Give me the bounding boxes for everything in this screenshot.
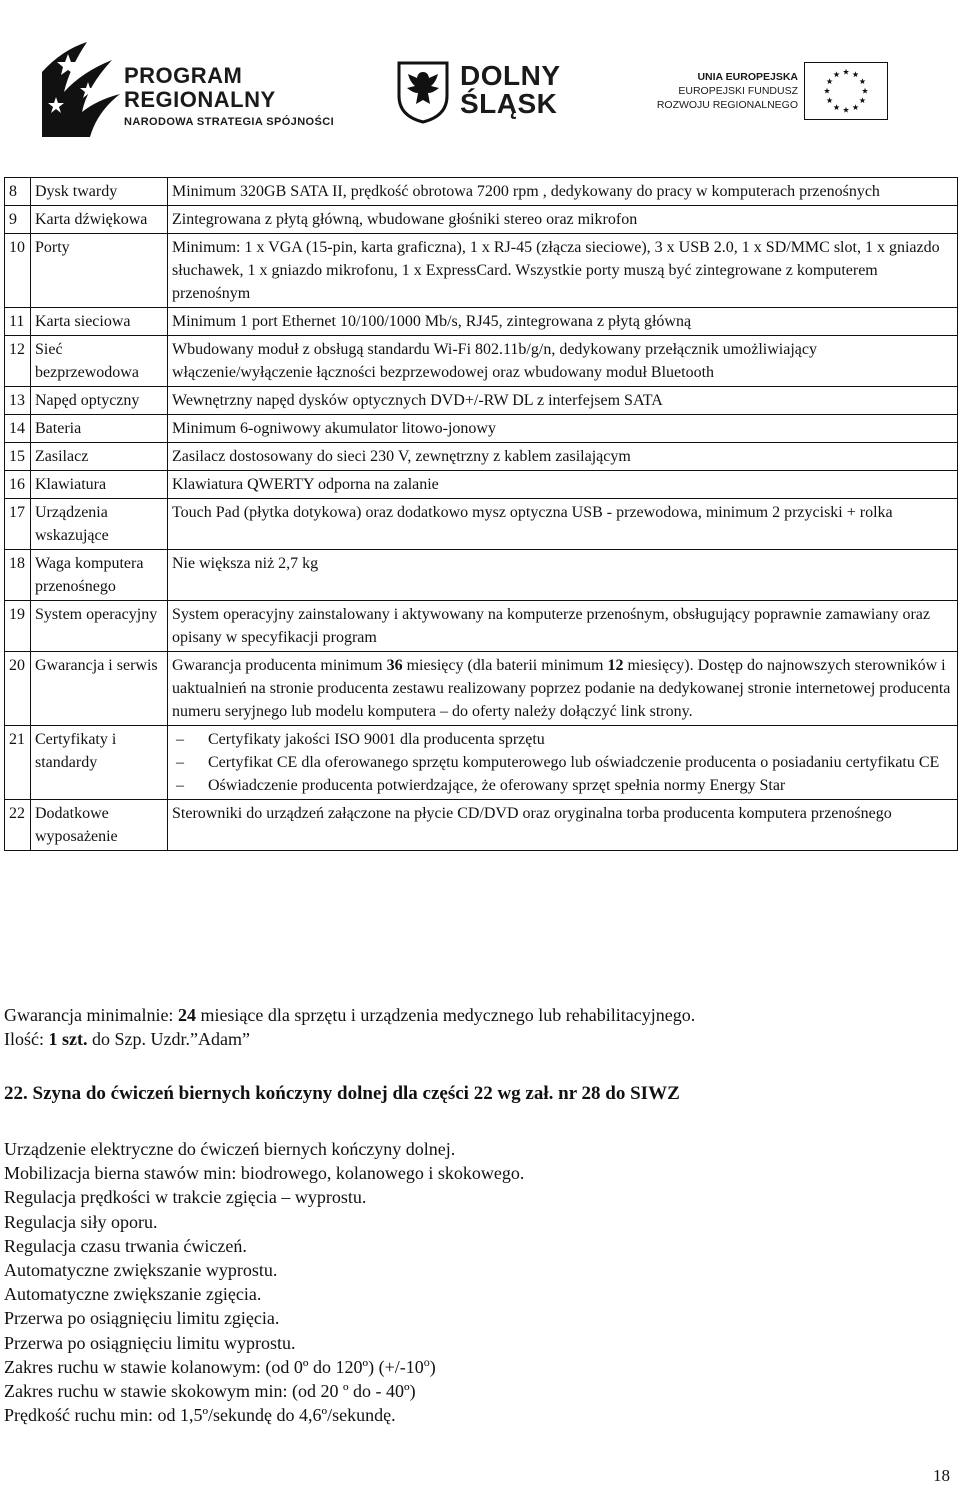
row-description: Sterowniki do urządzeń załączone na płycie CD/DVD oraz oryginalna torba producenta komputera przenośnego: [168, 800, 958, 851]
row-number: 17: [5, 499, 31, 550]
quantity-prefix: Ilość:: [4, 1029, 49, 1049]
row-description: Nie większa niż 2,7 kg: [168, 550, 958, 601]
certificate-text: Certyfikat CE dla oferowanego sprzętu komputerowego lub oświadczenie producenta o posiadaniu certyfikatu CE: [208, 754, 940, 771]
eu-flag-icon: [804, 62, 888, 120]
program-line1: PROGRAM: [124, 63, 243, 88]
dolny-slask-logo: [396, 60, 596, 130]
table-row: [5, 726, 958, 800]
dash-bullet: –: [176, 754, 184, 771]
knee-range-end: ): [429, 1356, 436, 1377]
table-row: [5, 206, 958, 234]
row-name: Karta dźwiękowa: [31, 206, 168, 234]
requirement-line: Przerwa po osiągnięciu limitu wyprostu.: [4, 1332, 296, 1353]
ankle-range-line: Zakres ruchu w stawie skokowym min: (od 20 º do - 40º): [4, 1381, 416, 1402]
table-row: [5, 443, 958, 471]
row-description: [168, 726, 958, 800]
warranty-text-3: miesięcy). Dostęp do najnowszych sterowników i uaktualnień na stronie producenta zestawu realizowany poprzez podanie na dedykowanej stronie internetowej producenta numeru seryjnego lub modelu komputera – do oferty należy dołączyć link strony.: [172, 657, 951, 720]
warranty-value: 24: [177, 1005, 196, 1025]
table-row: [5, 499, 958, 550]
quantity-value: 1 szt.: [48, 1029, 88, 1049]
row-description: Zasilacz dostosowany do sieci 230 V, zewnętrzny z kablem zasilającym: [168, 443, 958, 471]
row-name: Bateria: [31, 415, 168, 443]
row-name: Zasilacz: [31, 443, 168, 471]
row-name: Karta sieciowa: [31, 308, 168, 336]
requirement-line: Przerwa po osiągnięciu limitu zgięcia.: [4, 1308, 280, 1329]
row-description: Wewnętrzny napęd dysków optycznych DVD+/-RW DL z interfejsem SATA: [168, 387, 958, 415]
row-number: 14: [5, 415, 31, 443]
table-row: [5, 601, 958, 652]
eu-line2: EUROPEJSKI FUNDUSZ: [678, 85, 798, 97]
quantity-line: [4, 1027, 954, 1051]
list-item: [172, 728, 953, 751]
warranty-prefix: Gwarancja minimalnie:: [4, 1005, 178, 1025]
row-number: 21: [5, 726, 31, 800]
row-description: Touch Pad (płytka dotykowa) oraz dodatkowo mysz optyczna USB - przewodowa, minimum 2 przyciski + rolka: [168, 499, 958, 550]
warranty-suffix: miesiące dla sprzętu i urządzenia medycznego lub rehabilitacyjnego.: [195, 1005, 696, 1025]
row-description: System operacyjny zainstalowany i aktywowany na komputerze przenośnym, obsługujący poprawnie zamawiany oraz opisany w specyfikacji program: [168, 601, 958, 652]
program-regionalny-wordmark: [124, 64, 334, 128]
requirement-line: Automatyczne zwiększanie zgięcia.: [4, 1284, 262, 1305]
eu-wordmark: [657, 70, 798, 112]
warranty-text-1: Gwarancja producenta minimum: [172, 657, 387, 674]
spec-table-body: [5, 178, 958, 851]
list-item: [172, 774, 953, 797]
row-name: Waga komputera przenośnego: [31, 550, 168, 601]
row-name: Urządzenia wskazujące: [31, 499, 168, 550]
certificate-list: [172, 728, 953, 797]
dolny-slask-wordmark: [460, 62, 561, 118]
row-number: 22: [5, 800, 31, 851]
section-title: 22. Szyna do ćwiczeń biernych kończyny dolnej dla części 22 wg zał. nr 28 do SIWZ: [4, 1083, 680, 1104]
program-line2: REGIONALNY: [124, 87, 276, 112]
eagle-crest-icon: [396, 60, 450, 124]
row-description: Zintegrowana z płytą główną, wbudowane głośniki stereo oraz mikrofon: [168, 206, 958, 234]
table-row: [5, 652, 958, 726]
dolny-line2: ŚLĄSK: [460, 88, 558, 119]
requirement-line: Urządzenie elektryczne do ćwiczeń biernych kończyny dolnej.: [4, 1139, 456, 1159]
warranty-line: [4, 1003, 954, 1027]
row-description: Minimum 6-ogniwowy akumulator litowo-jonowy: [168, 415, 958, 443]
degree-sup: o: [423, 1354, 430, 1369]
eu-line3: ROZWOJU REGIONALNEGO: [656, 99, 798, 111]
row-description: Minimum 320GB SATA II, prędkość obrotowa 7200 rpm , dedykowany do pracy w komputerach przenośnych: [168, 178, 958, 206]
order-summary: [4, 1003, 954, 1051]
table-row: [5, 471, 958, 499]
program-line3: NARODOWA STRATEGIA SPÓJNOŚCI: [124, 116, 335, 128]
row-number: 9: [5, 206, 31, 234]
row-description: [168, 652, 958, 726]
table-row: [5, 415, 958, 443]
page-number: 18: [933, 1466, 950, 1485]
row-description: Wbudowany moduł z obsługą standardu Wi-Fi 802.11b/g/n, dedykowany przełącznik umożliwiający włączenie/wyłączenie łączności bezprzewodowej oraz wbudowany moduł Bluetooth: [168, 336, 958, 387]
requirement-line: Mobilizacja bierna stawów min: biodrowego, kolanowego i skokowego.: [4, 1163, 525, 1184]
row-number: 12: [5, 336, 31, 387]
spec-table: [4, 177, 958, 851]
dash-bullet: –: [176, 777, 184, 794]
row-description: Minimum: 1 x VGA (15-pin, karta graficzna), 1 x RJ-45 (złącza sieciowe), 3 x USB 2.0, 1 x SD/MMC slot, 1 x gniazdo słuchawek, 1 x gniazdo mikrofonu, 1 x ExpressCard. Wszystkie porty muszą być zintegrowane z komputerem przenośnym: [168, 234, 958, 308]
battery-months: 12: [607, 657, 624, 674]
program-regionalny-emblem-icon: [42, 42, 124, 137]
row-description: Klawiatura QWERTY odporna na zalanie: [168, 471, 958, 499]
warranty-text-2: miesięcy (dla baterii minimum: [402, 657, 608, 674]
knee-range-line: [4, 1355, 524, 1379]
row-number: 19: [5, 601, 31, 652]
warranty-months: 36: [386, 657, 403, 674]
row-number: 20: [5, 652, 31, 726]
row-name: Certyfikaty i standardy: [31, 726, 168, 800]
row-name: Gwarancja i serwis: [31, 652, 168, 726]
dash-bullet: –: [176, 731, 184, 748]
row-number: 18: [5, 550, 31, 601]
table-row: [5, 387, 958, 415]
row-name: Dodatkowe wyposażenie: [31, 800, 168, 851]
page-header: [0, 0, 960, 150]
row-number: 10: [5, 234, 31, 308]
list-item: [172, 751, 953, 774]
table-row: [5, 336, 958, 387]
requirement-line: Regulacja czasu trwania ćwiczeń.: [4, 1235, 247, 1256]
dolny-line1: DOLNY: [460, 60, 561, 91]
row-name: Porty: [31, 234, 168, 308]
requirements-list: [4, 1137, 524, 1427]
certificate-text: Certyfikaty jakości ISO 9001 dla producenta sprzętu: [208, 731, 545, 748]
row-number: 13: [5, 387, 31, 415]
table-row: [5, 550, 958, 601]
eu-fund-logo: [640, 62, 890, 132]
requirement-line: Automatyczne zwiększanie wyprostu.: [4, 1260, 278, 1281]
program-regionalny-logo: [42, 42, 342, 137]
row-number: 11: [5, 308, 31, 336]
certificate-text: Oświadczenie producenta potwierdzające, że oferowany sprzęt spełnia normy Energy Star: [208, 777, 786, 794]
knee-range-text: Zakres ruchu w stawie kolanowym: (od 0º do 120º) (+/-10: [4, 1356, 424, 1377]
row-number: 16: [5, 471, 31, 499]
row-number: 15: [5, 443, 31, 471]
row-name: System operacyjny: [31, 601, 168, 652]
eu-line1: UNIA EUROPEJSKA: [697, 71, 798, 83]
speed-line: Prędkość ruchu min: od 1,5º/sekundę do 4,6º/sekundę.: [4, 1405, 396, 1426]
row-name: Napęd optyczny: [31, 387, 168, 415]
table-row: [5, 234, 958, 308]
requirement-line: Regulacja siły oporu.: [4, 1211, 158, 1232]
row-name: Sieć bezprzewodowa: [31, 336, 168, 387]
table-row: [5, 178, 958, 206]
quantity-suffix: do Szp. Uzdr.”Adam”: [87, 1029, 250, 1049]
row-name: Klawiatura: [31, 471, 168, 499]
row-number: 8: [5, 178, 31, 206]
requirement-line: Regulacja prędkości w trakcie zgięcia – wyprostu.: [4, 1187, 367, 1208]
table-row: [5, 800, 958, 851]
table-row: [5, 308, 958, 336]
row-description: Minimum 1 port Ethernet 10/100/1000 Mb/s, RJ45, zintegrowana z płytą główną: [168, 308, 958, 336]
row-name: Dysk twardy: [31, 178, 168, 206]
